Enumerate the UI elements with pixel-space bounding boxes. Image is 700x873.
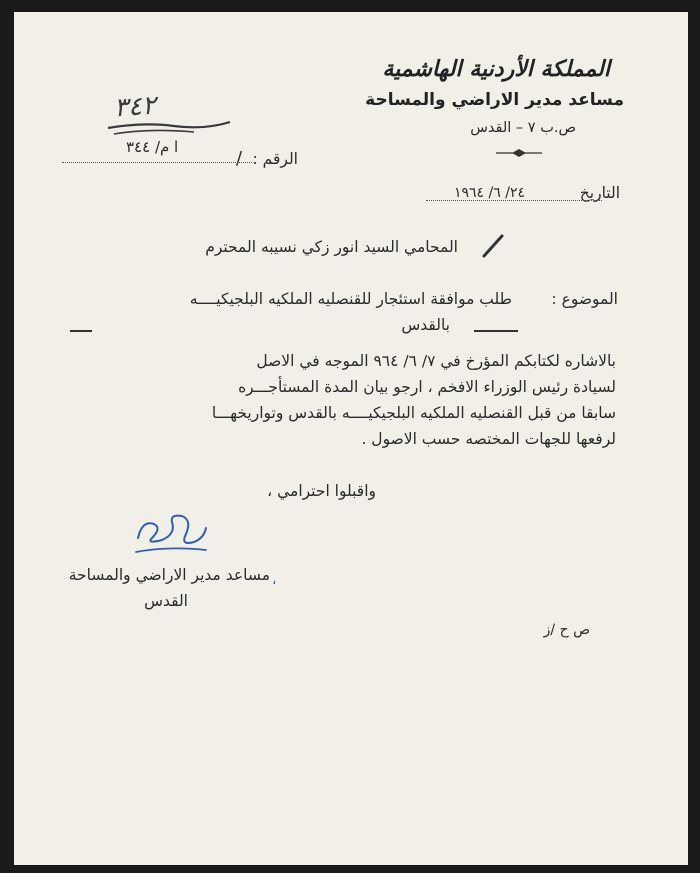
signature-mark: ، bbox=[272, 572, 277, 588]
body-line-4: لرفعها للجهات المختصه حسب الاصول . bbox=[361, 430, 616, 448]
reference-label: الرقم : bbox=[252, 150, 298, 168]
date-value: ٢٤/ ٦/ ١٩٦٤ bbox=[454, 185, 525, 201]
handwritten-number: ٣٤٢ bbox=[113, 90, 157, 124]
typist-initials: ص ح /ز bbox=[543, 622, 590, 638]
body-line-2: لسيادة رئيس الوزراء الافخم ، ارجو بيان المدة المستأجـــره bbox=[238, 378, 616, 396]
handwritten-underline bbox=[104, 114, 234, 138]
addressee-checkmark bbox=[482, 232, 506, 258]
letterhead-kingdom: المملكة الأردنية الهاشمية bbox=[382, 56, 610, 82]
blue-signature bbox=[132, 508, 212, 560]
subject-label: الموضوع : bbox=[551, 290, 618, 308]
subject-dash-left bbox=[70, 330, 92, 332]
reference-value: ا م/ ٣٤٤ bbox=[126, 138, 179, 156]
addressee: المحامي السيد انور زكي نسيبه المحترم bbox=[205, 238, 458, 256]
letterhead-ornament bbox=[494, 146, 544, 160]
closing: واقبلوا احترامي ، bbox=[267, 482, 376, 500]
letter-page bbox=[14, 12, 688, 865]
date-dotted-line bbox=[426, 200, 602, 201]
subject-line-1: طلب موافقة استئجار للقنصليه الملكيه البلجيكيــــه bbox=[189, 290, 512, 308]
subject-dash-right bbox=[474, 330, 518, 332]
subject-line-2: بالقدس bbox=[401, 316, 450, 334]
reference-slash: / bbox=[236, 148, 243, 169]
date-label: التاريخ bbox=[579, 184, 620, 202]
reference-dotted-line bbox=[62, 162, 252, 163]
signature-title: مساعد مدير الاراضي والمساحة bbox=[68, 566, 270, 584]
body-line-3: سابقا من قبل القنصليه الملكيه البلجيكيــــه بالقدس وتواريخهـــا bbox=[211, 404, 616, 422]
body-line-1: بالاشاره لكتابكم المؤرخ في ٧/ ٦/ ٩٦٤ الموجه في الاصل bbox=[256, 352, 616, 370]
letterhead-pobox: ص.ب ٧ – القدس bbox=[470, 120, 576, 136]
letterhead-office: مساعد مدير الاراضي والمساحة bbox=[365, 90, 624, 110]
signature-city: القدس bbox=[144, 592, 188, 610]
